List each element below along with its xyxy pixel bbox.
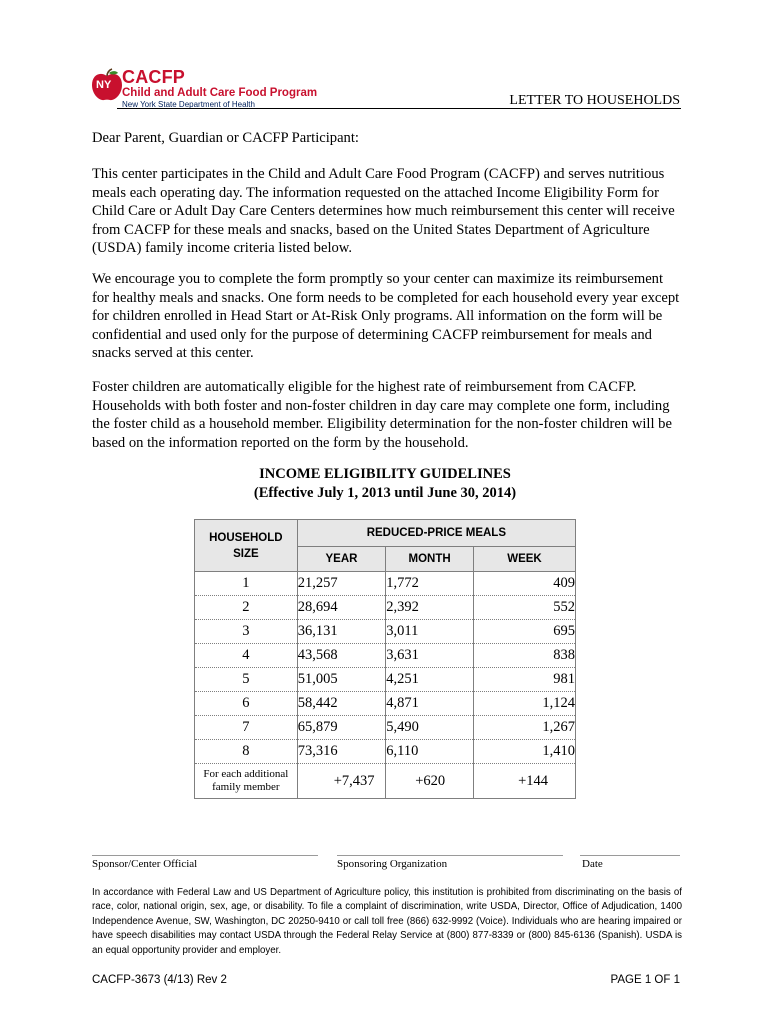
cell-year: 51,005 <box>297 668 386 692</box>
table-row <box>195 620 576 644</box>
cell-size: 2 <box>195 596 298 620</box>
letter-title: LETTER TO HOUSEHOLDS <box>509 93 680 108</box>
table-row <box>195 740 576 764</box>
cell-month: 6,110 <box>386 740 474 764</box>
cell-week: 1,267 <box>473 716 575 740</box>
logo-department: New York State Department of Health <box>122 100 255 109</box>
cacfp-logo <box>88 66 338 110</box>
header-week: WEEK <box>473 547 575 572</box>
cell-year: 36,131 <box>297 620 386 644</box>
cell-size: 7 <box>195 716 298 740</box>
cell-size: 1 <box>195 572 298 596</box>
date-label: Date <box>582 858 603 870</box>
page-number: PAGE 1 OF 1 <box>610 974 680 986</box>
cell-week: 552 <box>473 596 575 620</box>
cell-year: +7,437 <box>297 764 386 799</box>
official-signature-line[interactable] <box>92 855 318 856</box>
guidelines-effective: (Effective July 1, 2013 until June 30, 2014) <box>253 485 517 501</box>
salutation: Dear Parent, Guardian or CACFP Participant: <box>92 130 359 146</box>
table-row <box>195 572 576 596</box>
official-label: Sponsor/Center Official <box>92 858 198 870</box>
nondiscrimination-notice: In accordance with Federal Law and US Department of Agriculture policy, this institution is prohibited from discriminating on the basis of race, color, national origin, sex, age, or disability. To file a complaint of discrimination, write USDA, Director, Office of Adjudication, 1400 Independence Avenue, SW, Washington, DC 20250-9410 or call toll free (866) 632-9992 (Voice). Individuals who are hearing impaired or have speech disabilities may contact USDA through the Federal Relay Service at (800) 877-8339 or (800) 845-6136 (Spanish). USDA is an equal opportunity provider and employer. <box>92 887 682 956</box>
header-month: MONTH <box>386 547 474 572</box>
cell-week: 838 <box>473 644 575 668</box>
cell-week: 981 <box>473 668 575 692</box>
cell-month: 1,772 <box>386 572 474 596</box>
table-header-row <box>195 520 576 547</box>
cell-size: 4 <box>195 644 298 668</box>
organization-signature-line[interactable] <box>337 855 563 856</box>
cell-year: 65,879 <box>297 716 386 740</box>
cell-year: 58,442 <box>297 692 386 716</box>
cell-size: 3 <box>195 620 298 644</box>
cell-month: +620 <box>386 764 474 799</box>
paragraph-encourage: We encourage you to complete the form promptly so your center can maximize its reimbursement for healthy meals and snacks. One form needs to be completed for each household every year except for children enrolled in Head Start or At-Risk Only programs. All information on the form will be confidential and used only for the purpose of determining CACFP reimbursement for meals and snacks served at this center. <box>92 271 680 362</box>
logo-title: CACFP <box>122 67 185 87</box>
table-row <box>195 596 576 620</box>
cell-year: 73,316 <box>297 740 386 764</box>
header-reduced-price-meals: REDUCED-PRICE MEALS <box>297 520 575 547</box>
table-row <box>195 644 576 668</box>
cell-year: 43,568 <box>297 644 386 668</box>
cell-month: 5,490 <box>386 716 474 740</box>
cell-additional-label: For each additional family member <box>195 764 298 799</box>
table-row-additional <box>195 764 576 799</box>
cell-week: +144 <box>473 764 575 799</box>
cell-size: 6 <box>195 692 298 716</box>
cell-month: 4,871 <box>386 692 474 716</box>
header-year: YEAR <box>297 547 386 572</box>
cell-year: 28,694 <box>297 596 386 620</box>
cell-week: 1,124 <box>473 692 575 716</box>
table-row <box>195 668 576 692</box>
header-household-size: HOUSEHOLD SIZE <box>195 520 298 572</box>
cell-month: 3,011 <box>386 620 474 644</box>
cell-week: 1,410 <box>473 740 575 764</box>
table-row <box>195 716 576 740</box>
cell-size: 8 <box>195 740 298 764</box>
cell-week: 695 <box>473 620 575 644</box>
paragraph-intro: This center participates in the Child and Adult Care Food Program (CACFP) and serves nutritious meals each operating day. The information requested on the attached Income Eligibility Form for Child Care or Adult Day Care Centers determines how much reimbursement this center will receive from CACFP for these meals and snacks, based on the United States Department of Agriculture (USDA) family income criteria listed below. <box>92 166 675 257</box>
income-eligibility-table <box>194 519 576 799</box>
table-row <box>195 692 576 716</box>
paragraph-foster: Foster children are automatically eligible for the highest rate of reimbursement from CACFP. Households with both foster and non-foster children in day care may complete one form, including the foster child as a household member. Eligibility determination for the non-foster children will be based on the information reported on the form by the household. <box>92 379 672 451</box>
logo-badge: NY <box>96 79 112 91</box>
cell-month: 3,631 <box>386 644 474 668</box>
cell-month: 4,251 <box>386 668 474 692</box>
guidelines-title: INCOME ELIGIBILITY GUIDELINES <box>259 466 511 482</box>
cell-size: 5 <box>195 668 298 692</box>
date-signature-line[interactable] <box>580 855 680 856</box>
cell-year: 21,257 <box>297 572 386 596</box>
form-id: CACFP-3673 (4/13) Rev 2 <box>92 974 227 986</box>
cell-week: 409 <box>473 572 575 596</box>
organization-label: Sponsoring Organization <box>337 858 448 870</box>
cell-month: 2,392 <box>386 596 474 620</box>
logo-subtitle: Child and Adult Care Food Program <box>122 87 318 99</box>
